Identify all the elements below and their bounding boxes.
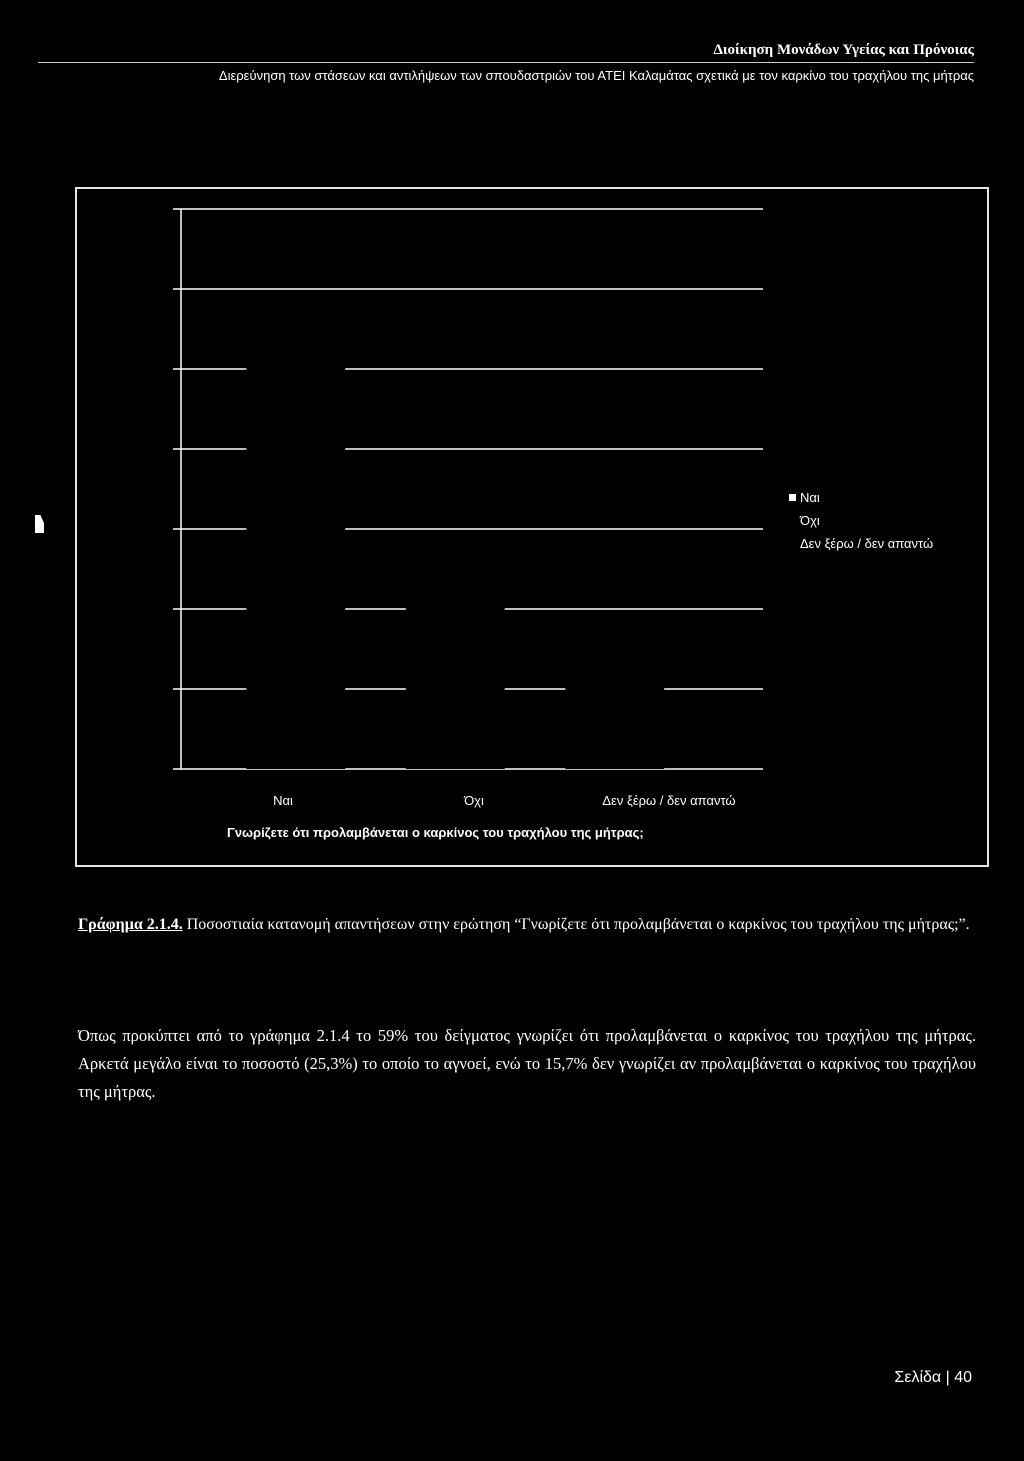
x-tick-label: Ναι bbox=[273, 793, 293, 808]
caption-label: Γράφημα 2.1.4. bbox=[78, 916, 183, 933]
x-tick-label: Όχι bbox=[464, 793, 484, 808]
x-axis-title: Γνωρίζετε ότι προλαμβάνεται ο καρκίνος του τραχήλου της μήτρας; bbox=[227, 825, 644, 840]
legend-swatch bbox=[789, 494, 796, 501]
legend-item bbox=[789, 532, 933, 555]
header-subtitle: Διερεύνηση των στάσεων και αντιλήψεων των σπουδαστριών του ΑΤΕΙ Καλαμάτας σχετικά με τον καρκίνο του τραχήλου της μήτρας bbox=[218, 68, 974, 83]
bar-2 bbox=[406, 567, 505, 769]
page-marker-icon bbox=[35, 515, 44, 533]
legend-item bbox=[789, 509, 933, 532]
bar-3 bbox=[565, 643, 664, 769]
header-rule bbox=[38, 62, 974, 63]
x-tick-label: Δεν ξέρω / δεν απαντώ bbox=[602, 793, 736, 808]
page-number: Σελίδα | 40 bbox=[894, 1369, 972, 1386]
legend-swatch bbox=[789, 540, 796, 547]
body-paragraph: Όπως προκύπτει από το γράφημα 2.1.4 το 59% του δείγματος γνωρίζει ότι προλαμβάνεται ο καρκίνος του τραχήλου της μήτρας. Αρκετά μεγάλο είναι το ποσοστό (25,3%) το οποίο το αγνοεί, ενώ το 15,7% δεν γνωρίζει αν προλαμβάνεται ο καρκίνος του τραχήλου της μήτρας. bbox=[78, 1026, 976, 1101]
figure-caption bbox=[78, 912, 976, 937]
legend-item bbox=[789, 486, 933, 509]
caption-text: Ποσοστιαία κατανομή απαντήσεων στην ερώτηση “Γνωρίζετε ότι προλαμβάνεται ο καρκίνος του τραχήλου της μήτρας;”. bbox=[182, 916, 970, 933]
legend-swatch bbox=[789, 517, 796, 524]
legend-label: Όχι bbox=[800, 512, 820, 528]
legend-label: Ναι bbox=[800, 489, 820, 505]
legend-label: Δεν ξέρω / δεν απαντώ bbox=[800, 535, 934, 551]
chart-legend bbox=[789, 486, 933, 555]
header-title: Διοίκηση Μονάδων Υγείας και Πρόνοιας bbox=[713, 42, 974, 58]
bar-1 bbox=[246, 297, 345, 769]
chart-frame bbox=[75, 187, 989, 867]
